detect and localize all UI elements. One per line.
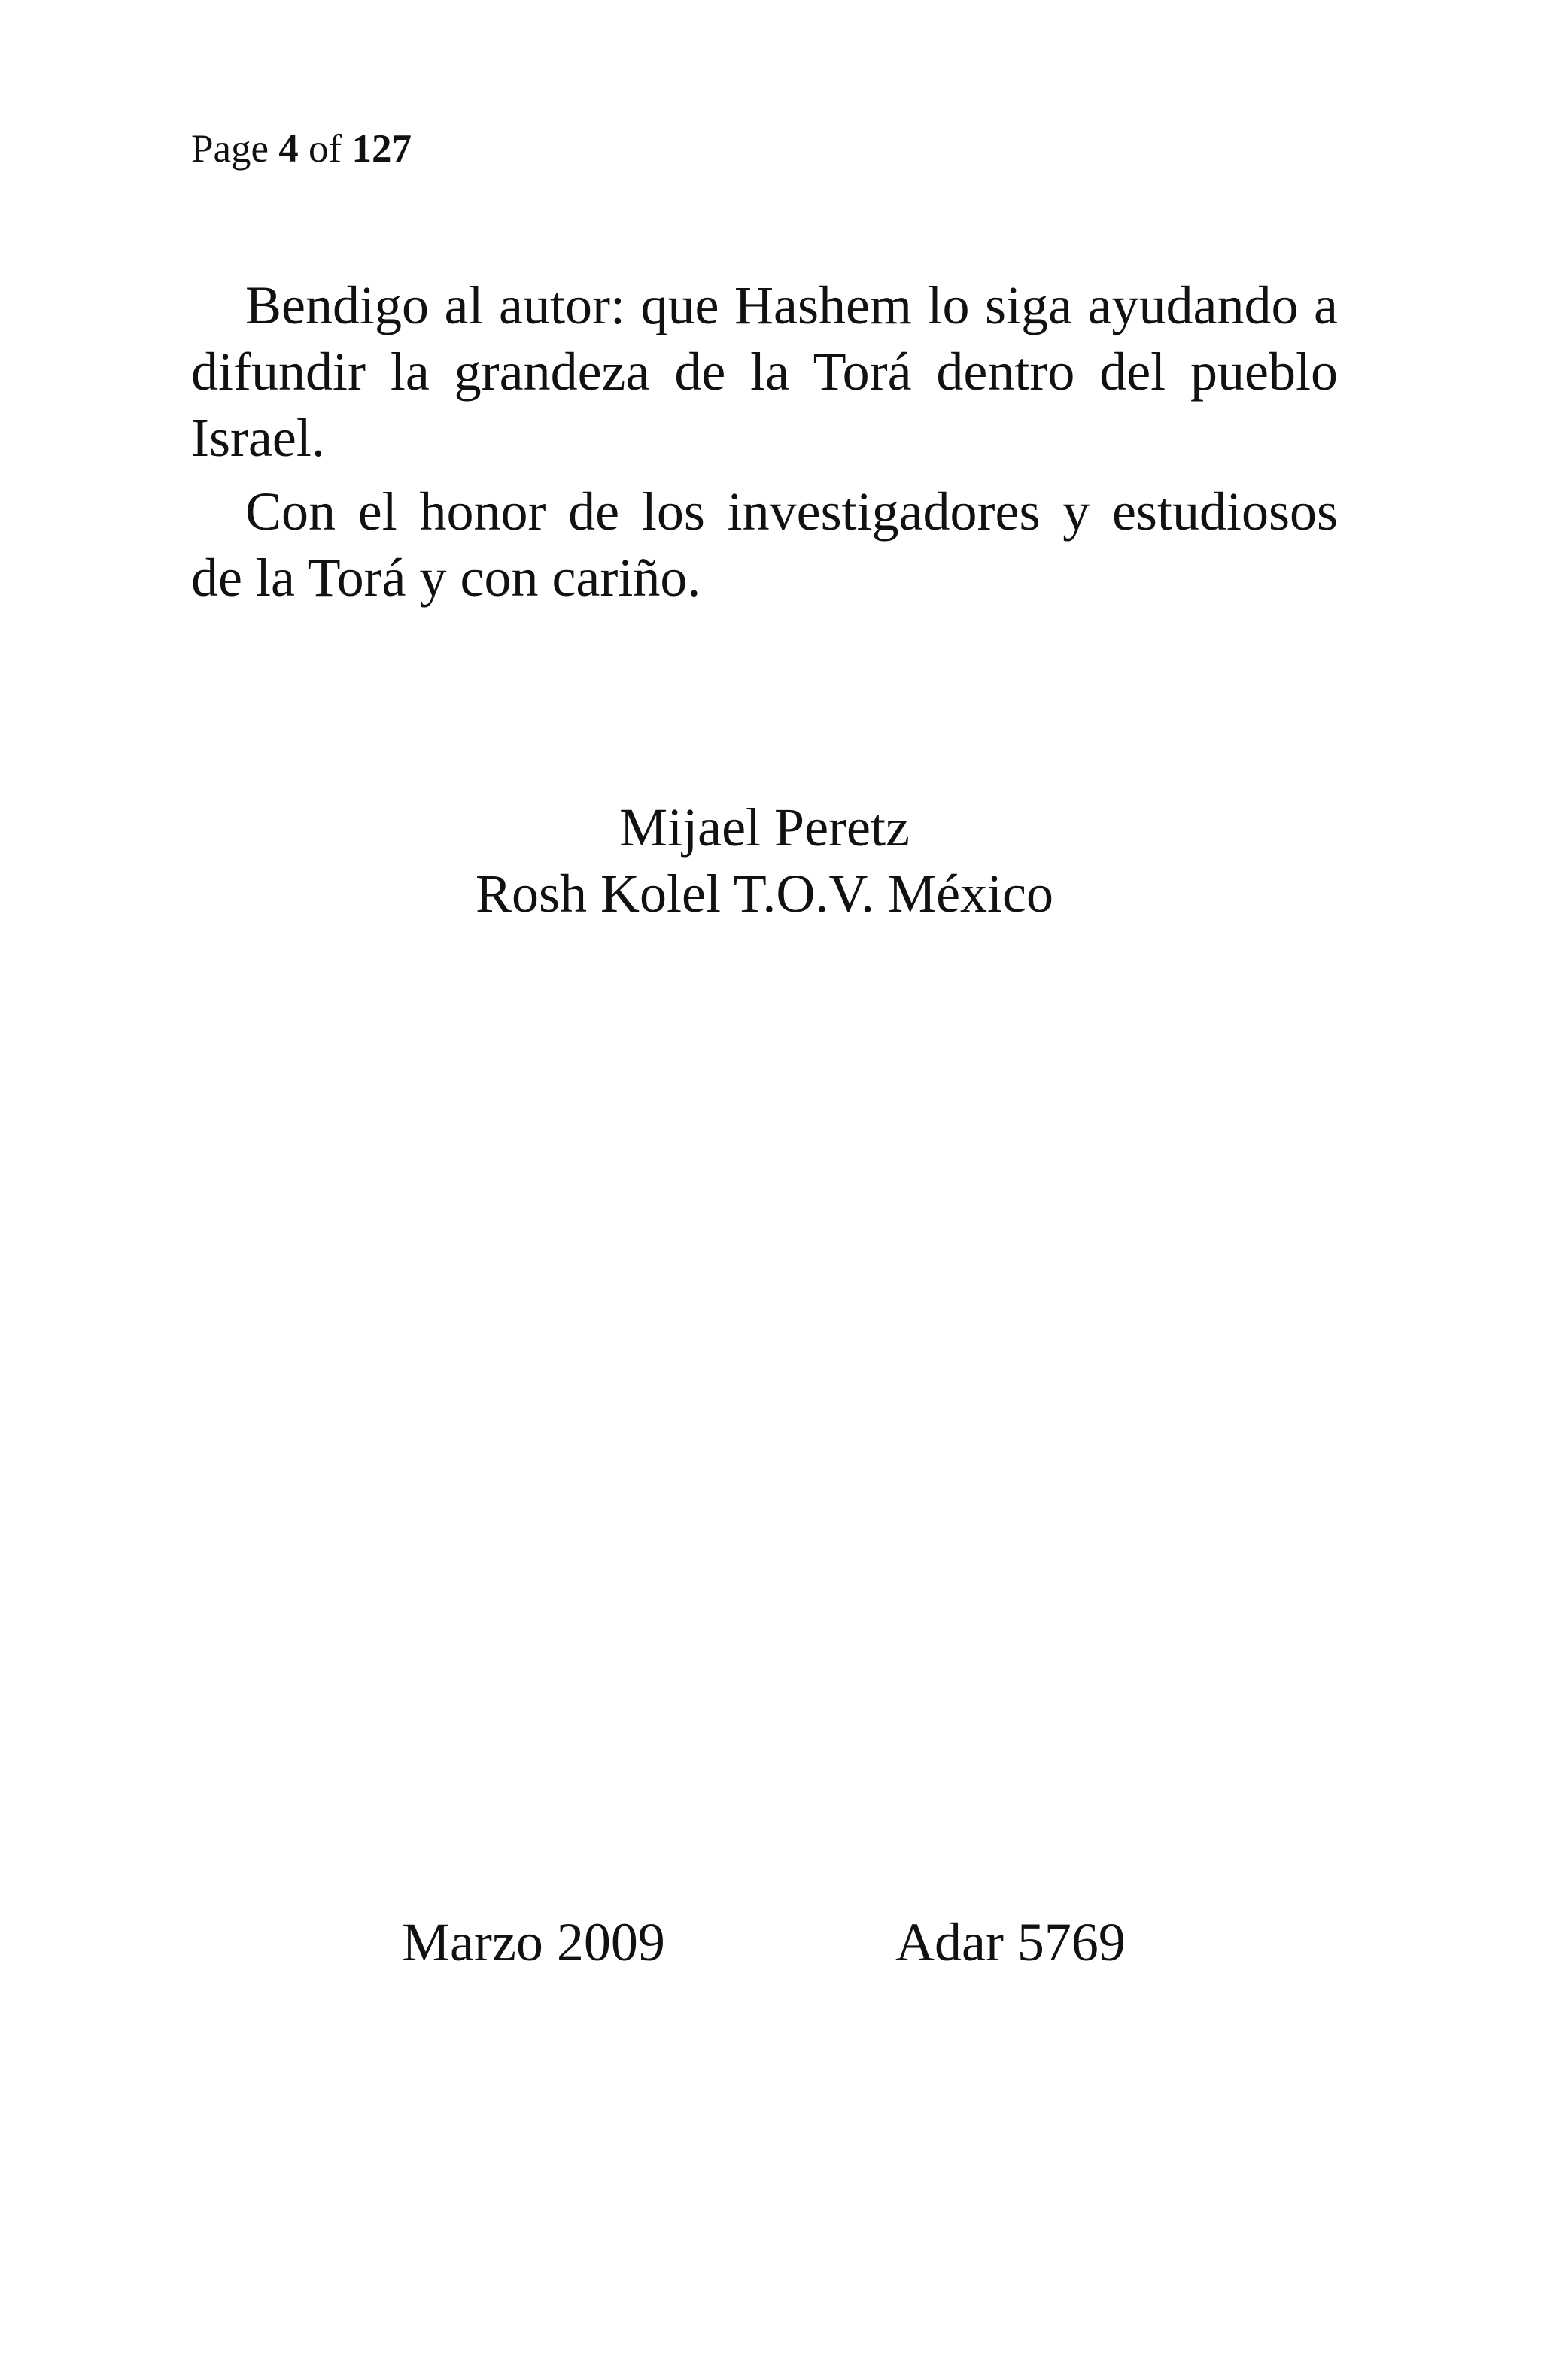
page-indicator <box>191 129 412 169</box>
signer-name: Mijael Peretz <box>619 797 910 858</box>
total-pages-number: 127 <box>351 127 412 171</box>
page-label: Page <box>191 127 269 171</box>
dedication-text <box>191 272 1338 618</box>
current-page-number: 4 <box>278 127 299 171</box>
hebrew-date: Adar 5769 <box>895 1912 1126 1972</box>
of-label: of <box>309 127 342 171</box>
blessing-paragraph: Bendigo al autor: que Hashem lo siga ayudando a difundir la grandeza de la Torá dentro del pueblo Israel. <box>191 275 1338 468</box>
signature-block <box>0 794 1529 927</box>
honor-paragraph: Con el honor de los investigadores y estudiosos de la Torá y con cariño. <box>191 481 1338 608</box>
signer-title: Rosh Kolel T.O.V. México <box>476 864 1053 924</box>
gregorian-date: Marzo 2009 <box>402 1912 665 1972</box>
